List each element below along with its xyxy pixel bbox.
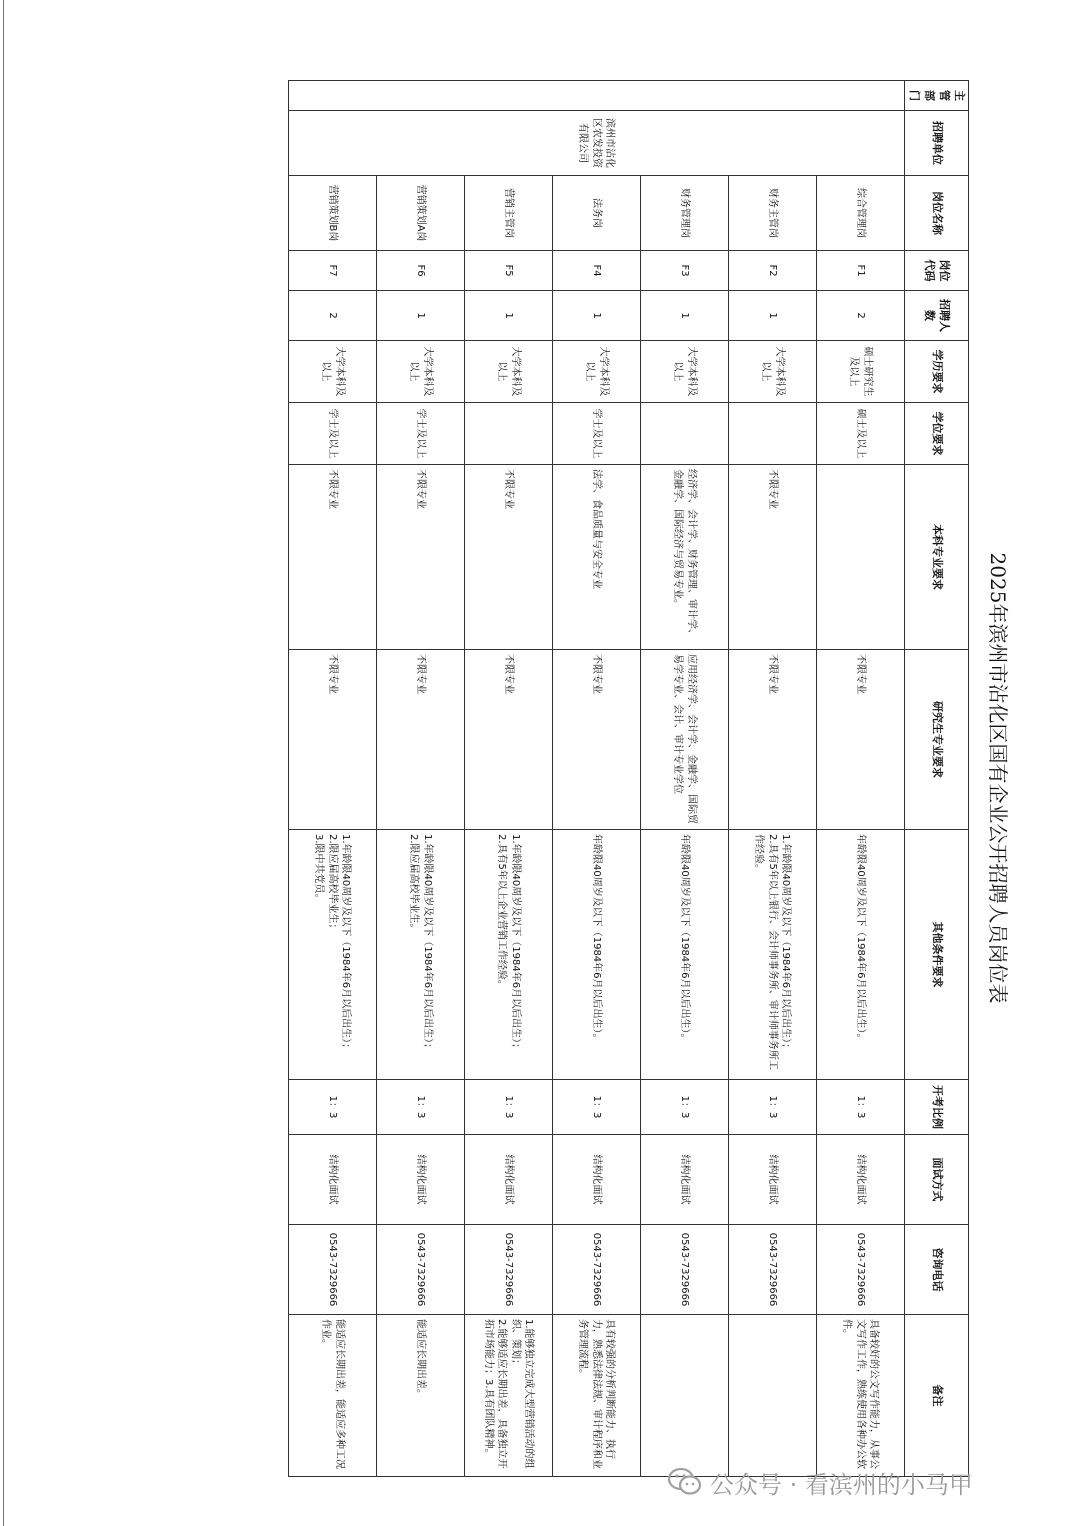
cell-phone: 0543-7329666	[728, 1225, 816, 1315]
cell-degree: 学士及以上	[552, 403, 640, 465]
cell-count: 1	[640, 291, 728, 341]
header-cell: 岗位名称	[904, 176, 968, 251]
header-row	[904, 81, 968, 1477]
rotated-page	[313, 80, 1022, 1476]
cell-other: 年龄限40周岁及以下（1984年6月以后出生）。	[816, 830, 904, 1080]
cell-ratio: 1：3	[376, 1080, 464, 1135]
table-row	[464, 81, 552, 1477]
cell-ratio: 1：3	[816, 1080, 904, 1135]
cell-interview: 结构化面试	[464, 1135, 552, 1225]
dept-cell	[288, 81, 904, 111]
header-cell: 研究生专业要求	[904, 650, 968, 830]
cell-major-ug: 不限专业	[464, 465, 552, 650]
header-cell: 面试方式	[904, 1135, 968, 1225]
cell-ratio: 1：3	[464, 1080, 552, 1135]
cell-remark: 具备较好的公文写作能力，从事公文写作工作，熟练使用各种办公软件。	[816, 1315, 904, 1477]
cell-post: 营销主管岗	[464, 176, 552, 251]
cell-ratio: 1：3	[288, 1080, 376, 1135]
table-row	[288, 81, 376, 1477]
cell-phone: 0543-7329666	[640, 1225, 728, 1315]
cell-code: F1	[816, 251, 904, 291]
cell-remark: 能适应长期出差。	[376, 1315, 464, 1477]
cell-phone: 0543-7329666	[464, 1225, 552, 1315]
cell-degree	[728, 403, 816, 465]
cell-edu: 大学本科及以上	[728, 341, 816, 403]
cell-other: 年龄限40周岁及以下（1984年6月以后出生）。	[640, 830, 728, 1080]
cell-count: 1	[464, 291, 552, 341]
cell-code: F6	[376, 251, 464, 291]
unit-cell: 滨州市沾化区农发投资有限公司	[288, 111, 904, 176]
cell-post: 营销策划B岗	[288, 176, 376, 251]
cell-other: 年龄限40周岁及以下（1984年6月以后出生）。	[552, 830, 640, 1080]
cell-interview: 结构化面试	[816, 1135, 904, 1225]
watermark	[668, 1462, 973, 1502]
cell-major-ug	[816, 465, 904, 650]
header-cell: 本科专业要求	[904, 465, 968, 650]
cell-degree	[464, 403, 552, 465]
cell-edu: 大学本科及以上	[640, 341, 728, 403]
cell-other: 1.年龄限40周岁及以下（1984年6月以后出生）； 2.限应届高校毕业生； 3.限中共党员。	[288, 830, 376, 1080]
cell-other: 1.年龄限40周岁及以下（1984年6月以后出生）； 2.限应届高校毕业生。	[376, 830, 464, 1080]
cell-edu: 硕士研究生及以上	[816, 341, 904, 403]
cell-phone: 0543-7329666	[816, 1225, 904, 1315]
cell-other: 1.年龄限40周岁及以下（1984年6月以后出生）； 2.具有5年以上银行、会计师事务所、审计师事务所工作经验。	[728, 830, 816, 1080]
header-cell: 备注	[904, 1315, 968, 1477]
cell-remark: 1.能够独立完成大型营销活动的组织、策划； 2.能够适应长期出差，具备独立开拓市场能力；3.具有团队精神。	[464, 1315, 552, 1477]
cell-count: 1	[552, 291, 640, 341]
cell-major-pg: 不限专业	[464, 650, 552, 830]
cell-major-pg: 不限专业	[552, 650, 640, 830]
cell-ratio: 1：3	[728, 1080, 816, 1135]
table-row	[552, 81, 640, 1477]
cell-other: 1.年龄限40周岁及以下（1984年6月以后出生）； 2.具有5年以上企业营销工作经验。	[464, 830, 552, 1080]
header-cell: 招聘人数	[904, 291, 968, 341]
recruitment-table	[288, 80, 969, 1477]
cell-phone: 0543-7329666	[376, 1225, 464, 1315]
cell-post: 营销策划A岗	[376, 176, 464, 251]
table-wrapper	[313, 80, 969, 1476]
header-cell: 招聘单位	[904, 111, 968, 176]
header-cell: 岗位代码	[904, 251, 968, 291]
cell-edu: 大学本科及以上	[552, 341, 640, 403]
cell-edu: 大学本科及以上	[376, 341, 464, 403]
cell-remark	[640, 1315, 728, 1477]
cell-count: 2	[816, 291, 904, 341]
cell-interview: 结构化面试	[728, 1135, 816, 1225]
cell-edu: 大学本科及以上	[464, 341, 552, 403]
cell-post: 财务主管岗	[728, 176, 816, 251]
cell-major-pg: 不限专业	[816, 650, 904, 830]
cell-count: 2	[288, 291, 376, 341]
table-row	[816, 81, 904, 1477]
cell-code: F4	[552, 251, 640, 291]
cell-degree: 学士及以上	[288, 403, 376, 465]
watermark-text: 公众号 · 看滨州的小马甲	[710, 1470, 973, 1499]
table-row	[640, 81, 728, 1477]
page-edge-line	[3, 0, 4, 1526]
cell-major-pg: 应用经济学、会计学、金融学、国际贸易学专业、会计、审计专业学位	[640, 650, 728, 830]
cell-code: F5	[464, 251, 552, 291]
table-row	[728, 81, 816, 1477]
cell-post: 法务岗	[552, 176, 640, 251]
cell-major-ug: 法学、食品质量与安全专业	[552, 465, 640, 650]
cell-count: 1	[376, 291, 464, 341]
table-body	[288, 81, 904, 1477]
cell-code: F7	[288, 251, 376, 291]
cell-remark	[728, 1315, 816, 1477]
cell-post: 综合管理岗	[816, 176, 904, 251]
header-cell: 开考比例	[904, 1080, 968, 1135]
cell-interview: 结构化面试	[552, 1135, 640, 1225]
cell-ratio: 1：3	[552, 1080, 640, 1135]
cell-major-ug: 不限专业	[728, 465, 816, 650]
cell-major-ug: 经济学、会计学、财务管理、审计学、金融学、国际经济与贸易专业。	[640, 465, 728, 650]
cell-major-ug: 不限专业	[376, 465, 464, 650]
header-cell: 学历要求	[904, 341, 968, 403]
cell-degree: 学士及以上	[376, 403, 464, 465]
cell-code: F3	[640, 251, 728, 291]
header-cell: 咨询电话	[904, 1225, 968, 1315]
cell-code: F2	[728, 251, 816, 291]
cell-major-pg: 不限专业	[728, 650, 816, 830]
cell-ratio: 1：3	[640, 1080, 728, 1135]
cell-major-ug: 不限专业	[288, 465, 376, 650]
table-row	[376, 81, 464, 1477]
cell-count: 1	[728, 291, 816, 341]
cell-edu: 大学本科及以上	[288, 341, 376, 403]
cell-degree	[640, 403, 728, 465]
wechat-icon	[668, 1467, 702, 1497]
cell-phone: 0543-7329666	[288, 1225, 376, 1315]
header-cell: 主管部门	[904, 81, 968, 111]
cell-interview: 结构化面试	[288, 1135, 376, 1225]
cell-phone: 0543-7329666	[552, 1225, 640, 1315]
cell-interview: 结构化面试	[376, 1135, 464, 1225]
cell-interview: 结构化面试	[640, 1135, 728, 1225]
header-cell: 学位要求	[904, 403, 968, 465]
cell-major-pg: 不限专业	[288, 650, 376, 830]
cell-remark: 具有较强的分析判断能力、执行力，熟悉法律法规、审计程序和业务管理流程。	[552, 1315, 640, 1477]
page-title: 2025年滨州市沾化区国有企业公开招聘人员岗位表	[986, 552, 1010, 1004]
header-cell: 其他条件要求	[904, 830, 968, 1080]
cell-major-pg: 不限专业	[376, 650, 464, 830]
cell-post: 财务管理岗	[640, 176, 728, 251]
cell-degree: 硕士及以上	[816, 403, 904, 465]
cell-remark: 能适应长期出差，能适应多种工况作业。	[288, 1315, 376, 1477]
